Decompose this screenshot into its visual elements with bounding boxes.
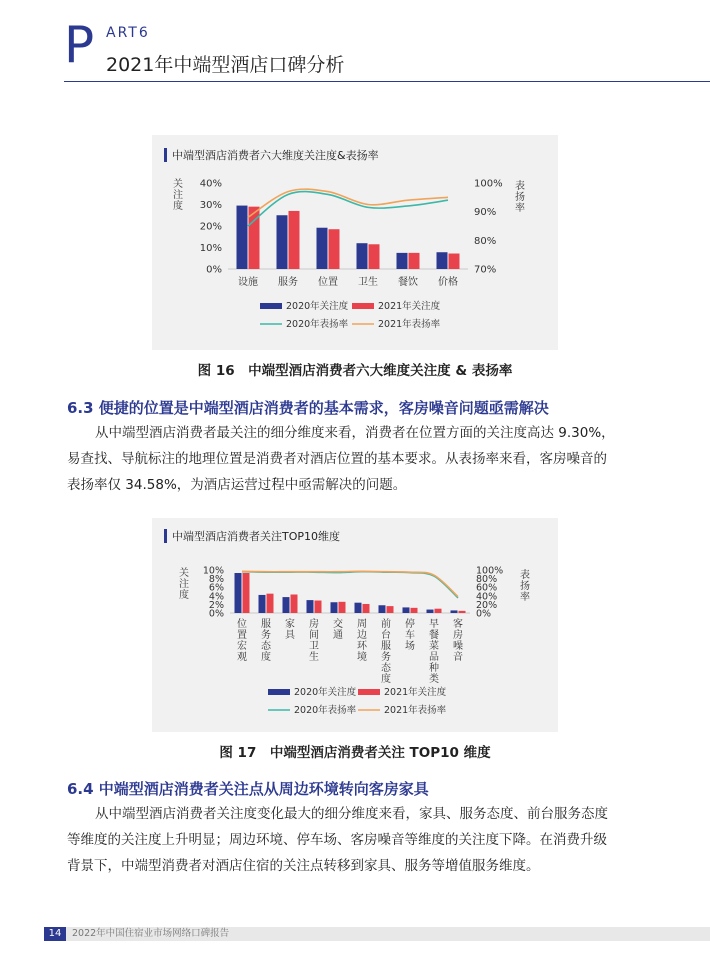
- page-title: 2021年中端型酒店口碑分析: [106, 54, 345, 76]
- bar-2020-4: [331, 602, 338, 613]
- legend-label: 2021年关注度: [378, 301, 441, 312]
- y2-axis-label: 扬: [520, 581, 530, 592]
- bar-2020-6: [379, 605, 386, 613]
- y2-axis-label: 扬: [515, 192, 525, 203]
- y-axis-label: 注: [173, 190, 183, 201]
- x-tick-label: 设施: [238, 277, 258, 288]
- paragraph-line: 易查找、导航标注的地理位置是消费者对酒店位置的基本要求。从表扬率来看，客房噪音的: [67, 451, 607, 467]
- section-6-4-paragraph: [67, 801, 647, 879]
- x-tick-label: 卫生: [358, 277, 378, 288]
- y2-axis-label: 率: [515, 203, 525, 214]
- x-tick-label-8: 早: [429, 619, 439, 630]
- bar-2021-4: [409, 253, 420, 269]
- y-axis-label: 度: [179, 590, 189, 601]
- x-tick-label: 餐饮: [398, 277, 418, 288]
- bar-2021-6: [387, 606, 394, 613]
- y-tick-label: 10%: [202, 565, 224, 577]
- bar-2020-2: [317, 228, 328, 269]
- part-label: ART6: [106, 25, 150, 41]
- y-tick-label: 40%: [199, 178, 222, 190]
- y-tick-label: 10%: [199, 243, 222, 254]
- legend-label: 2021年表扬率: [378, 319, 441, 330]
- x-tick-label: 位置: [318, 277, 338, 288]
- y2-tick-label: 40%: [476, 591, 498, 603]
- x-tick-label-5: 环: [357, 641, 367, 652]
- bar-2021-2: [291, 595, 298, 613]
- legend-label: 2020年表扬率: [286, 319, 349, 330]
- y2-tick-label: 80%: [476, 574, 498, 586]
- bar-2020-1: [277, 215, 288, 269]
- x-tick-label-1: 服: [261, 619, 271, 630]
- y-axis-label: 注: [179, 579, 189, 590]
- x-tick-label-6: 度: [381, 674, 391, 685]
- x-tick-label-9: 噪: [453, 641, 463, 652]
- x-tick-label-7: 场: [405, 641, 415, 652]
- bar-2021-0: [243, 573, 250, 613]
- x-tick-label-8: 品: [429, 652, 439, 663]
- x-tick-label-5: 边: [357, 630, 367, 641]
- bar-2021-3: [315, 601, 322, 613]
- y2-axis-label: 表: [520, 570, 530, 581]
- bar-2020-0: [237, 206, 248, 269]
- legend-label: 2020年表扬率: [294, 705, 357, 716]
- y-tick-label: 2%: [208, 599, 224, 611]
- x-tick-label-1: 度: [261, 652, 271, 663]
- x-tick-label-0: 宏: [237, 641, 247, 652]
- bar-2020-0: [235, 573, 242, 613]
- bar-2020-3: [357, 243, 368, 269]
- y-axis-label: 关: [173, 179, 183, 190]
- x-tick-label-1: 务: [261, 630, 271, 641]
- y2-tick-label: 90%: [474, 207, 497, 219]
- bar-2021-1: [289, 211, 300, 269]
- legend-swatch-2021-attention: [352, 303, 374, 309]
- y2-tick-label: 70%: [474, 264, 497, 276]
- paragraph-line: 从中端型酒店消费者最关注的细分维度来看，消费者在位置方面的关注度高达 9.30%，: [95, 425, 615, 441]
- bar-2020-9: [451, 610, 458, 613]
- x-tick-label-6: 台: [381, 630, 391, 641]
- line-2021-praise: [248, 189, 448, 217]
- chart-title: 中端型酒店消费者六大维度关注度&表扬率: [172, 149, 379, 162]
- bar-2021-8: [435, 609, 442, 613]
- x-tick-label-1: 态: [261, 641, 271, 652]
- y-tick-label: 20%: [199, 221, 222, 233]
- bar-2021-7: [411, 608, 418, 613]
- bar-2020-5: [437, 252, 448, 269]
- section-6-3-title: 6.3 便捷的位置是中端型酒店消费者的基本需求，客房噪音问题亟需解决: [67, 399, 549, 417]
- section-6-4-title: 6.4 中端型酒店消费者关注点从周边环境转向客房家具: [67, 780, 429, 798]
- y-tick-label: 0%: [208, 608, 224, 620]
- y2-tick-label: 100%: [476, 565, 504, 577]
- x-tick-label-5: 境: [357, 652, 367, 663]
- legend-swatch-2020-attention: [268, 689, 290, 695]
- paragraph-line: 背景下，中端型消费者对酒店住宿的关注点转移到家具、服务等增值服务维度。: [67, 858, 540, 874]
- x-tick-label-8: 类: [429, 674, 439, 685]
- x-tick-label: 价格: [438, 277, 458, 288]
- x-tick-label-3: 生: [309, 652, 319, 663]
- chart-title-marker: [164, 148, 167, 162]
- bar-2021-5: [363, 604, 370, 613]
- part-letter: P: [64, 16, 95, 74]
- bar-2021-2: [329, 229, 340, 269]
- bar-2021-4: [339, 602, 346, 613]
- x-tick-label-0: 置: [237, 630, 247, 641]
- bar-2021-9: [459, 611, 466, 613]
- bar-2021-1: [267, 594, 274, 613]
- section-6-3-paragraph: [67, 420, 647, 498]
- legend-label: 2021年表扬率: [384, 705, 447, 716]
- paragraph-line: 表扬率仅 34.58%，为酒店运营过程中亟需解决的问题。: [67, 477, 407, 493]
- x-tick-label-3: 卫: [309, 641, 319, 652]
- x-tick-label-0: 位: [237, 619, 247, 630]
- line-2021-praise: [242, 571, 458, 596]
- x-tick-label-3: 房: [309, 619, 319, 630]
- x-tick-label-8: 餐: [429, 630, 439, 641]
- chart-2-svg: [152, 518, 558, 732]
- legend-swatch-2020-attention: [260, 303, 282, 309]
- legend-label: 2021年关注度: [384, 687, 447, 698]
- y2-tick-label: 80%: [474, 235, 497, 247]
- x-tick-label-0: 观: [237, 652, 247, 663]
- y-tick-label: 30%: [199, 200, 222, 211]
- x-tick-label-8: 菜: [429, 641, 439, 652]
- y2-tick-label: 100%: [474, 178, 503, 190]
- bar-2021-3: [369, 244, 380, 269]
- bar-2020-7: [403, 607, 410, 613]
- legend-label: 2020年关注度: [294, 687, 357, 698]
- header-rule: [64, 81, 710, 82]
- y-tick-label: 6%: [208, 582, 224, 594]
- page-number: 14: [44, 927, 66, 941]
- paragraph-line: 从中端型酒店消费者关注度变化最大的细分维度来看，家具、服务态度、前台服务态度: [95, 806, 608, 822]
- bar-2020-2: [283, 597, 290, 613]
- bar-2020-8: [427, 610, 434, 613]
- x-tick-label-7: 车: [405, 630, 415, 641]
- y2-tick-label: 0%: [476, 608, 492, 620]
- bar-2021-5: [449, 254, 460, 269]
- y-tick-label: 4%: [208, 591, 224, 603]
- x-tick-label-6: 服: [381, 641, 391, 652]
- legend-label: 2020年关注度: [286, 301, 349, 312]
- x-tick-label-9: 音: [453, 652, 463, 663]
- x-tick-label-5: 周: [357, 619, 367, 630]
- chart-1-svg: [152, 135, 558, 350]
- figure-16-caption: 图 16 中端型酒店消费者六大维度关注度 & 表扬率: [197, 363, 513, 379]
- bar-2020-1: [259, 595, 266, 613]
- bar-2020-4: [397, 253, 408, 269]
- x-tick-label-9: 房: [453, 630, 463, 641]
- bar-2020-3: [307, 600, 314, 613]
- chart-card-1: [152, 135, 558, 350]
- x-tick-label-3: 间: [309, 630, 319, 641]
- x-tick-label: 服务: [278, 277, 298, 288]
- x-tick-label-9: 客: [453, 619, 463, 630]
- bar-2020-5: [355, 603, 362, 613]
- line-2020-praise: [242, 572, 458, 598]
- x-tick-label-2: 家: [285, 619, 295, 630]
- x-tick-label-6: 务: [381, 652, 391, 663]
- legend-swatch-2021-attention: [358, 689, 380, 695]
- chart-title: 中端型酒店消费者关注TOP10维度: [172, 530, 341, 543]
- paragraph-line: 等维度的关注度上升明显；周边环境、停车场、客房噪音等维度的关注度下降。在消费升级: [67, 832, 607, 848]
- x-tick-label-8: 种: [429, 663, 439, 674]
- y-tick-label: 0%: [206, 264, 222, 276]
- y2-axis-label: 率: [520, 592, 530, 603]
- y-tick-label: 8%: [208, 574, 224, 586]
- x-tick-label-4: 通: [333, 630, 343, 641]
- figure-17-caption: 图 17 中端型酒店消费者关注 TOP10 维度: [219, 745, 491, 761]
- y2-tick-label: 60%: [476, 582, 498, 594]
- x-tick-label-6: 态: [381, 663, 391, 674]
- x-tick-label-7: 停: [405, 619, 415, 630]
- chart-card-2: [152, 518, 558, 732]
- x-tick-label-6: 前: [381, 619, 391, 630]
- footer-report-title: 2022年中国住宿业市场网络口碑报告: [72, 928, 230, 939]
- y2-axis-label: 表: [515, 181, 525, 192]
- chart-title-marker: [164, 529, 167, 543]
- y-axis-label: 关: [179, 568, 189, 579]
- y2-tick-label: 20%: [476, 599, 498, 611]
- y-axis-label: 度: [173, 201, 183, 212]
- x-tick-label-4: 交: [333, 619, 343, 630]
- x-tick-label-2: 具: [285, 630, 295, 641]
